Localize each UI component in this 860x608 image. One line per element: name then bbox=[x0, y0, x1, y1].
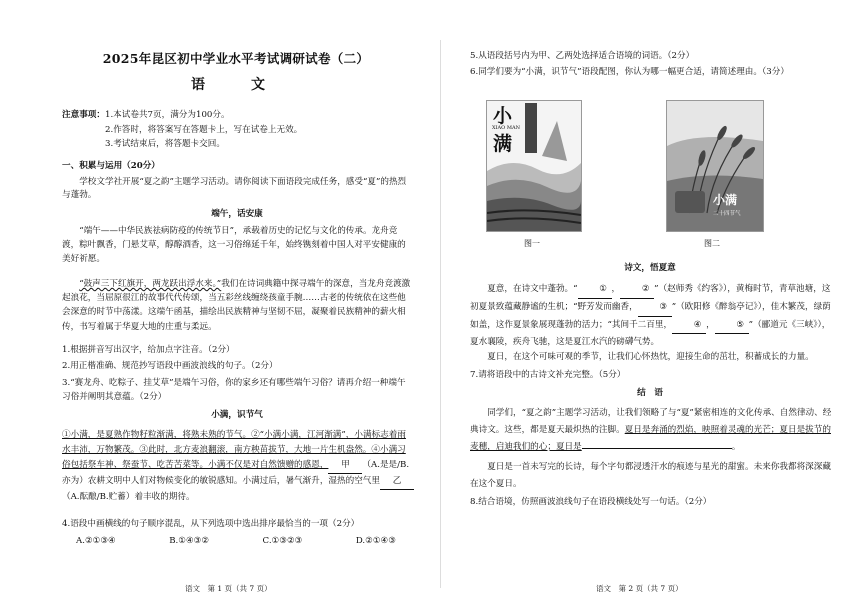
subheading-duanwu: 端午，话安康 bbox=[211, 209, 263, 219]
illustration-1 bbox=[486, 100, 582, 232]
question-8: 8.结合语境，仿照画波浪线句子在语段横线处写一句话。（2分） bbox=[470, 497, 712, 507]
blank-answer bbox=[582, 448, 732, 449]
option-c: C.①③②③ bbox=[262, 536, 303, 546]
blank-5: ⑤ bbox=[715, 317, 749, 335]
paragraph-text: ”（郦道元《三峡》），夏水襄陵，疾舟飞驰，这是夏江水汽的磅礴气势。 bbox=[470, 319, 831, 348]
paragraph-duanwu: “端午——中华民族祛病防疫的传统节日”，承载着历史的记忆与文化的传承。龙舟竞渡，粽叶飘香，门悬艾草，醇醇酒香，这一习俗绵延千年，始终镌刻着中国人对平安健康的美好祈愿。 bbox=[62, 226, 406, 265]
big-char-xiaoman: 小满 bbox=[713, 193, 738, 207]
question-4: 4.语段中画横线的句子顺序混乱，从下列选项中选出排序最恰当的一项（2分） bbox=[62, 519, 360, 529]
paragraph-text: ”（欧阳修《醉翁亭记》），佳木繁茂，绿荫如盖，这作夏景象展现蓬勃的活力；“其间千二百里， bbox=[470, 301, 831, 330]
question-6: 6.同学们要为“小满，识节气”语段配图，你认为哪一幅更合适，请简述理由。（3分） bbox=[470, 67, 789, 77]
pinyin-label: XIAO MAN bbox=[492, 125, 520, 131]
question-7: 7.请将语段中的古诗文补充完整。（5分） bbox=[470, 370, 626, 380]
big-char-xiao: 小 bbox=[493, 105, 513, 127]
paragraph-summer: 夏日，在这个可味可观的季节，让我们心怀热忱，迎接生命的茁壮，积蓄成长的力量。 bbox=[487, 352, 814, 362]
page-footer-left: 语文 第 1 页（共 7 页） bbox=[185, 584, 272, 593]
wavy-sentence: “鼓声三下红旗开，两龙跃出浮水来。” bbox=[79, 279, 222, 289]
subject-title: 语 文 bbox=[191, 77, 281, 93]
question-2: 2.用正楷准确、规范抄写语段中画波浪线的句子。（2分） bbox=[62, 361, 278, 371]
paragraph-text: （赵师秀《约客》），黄梅时节，青草池塘，这初夏景致蕴藏静谧的生机；“野芳发而幽香， bbox=[470, 284, 831, 312]
intro-paragraph: 学校文学社开展“夏之韵”主题学习活动。请你阅读下面语段完成任务，感受“夏”的热烈与蓬勃。 bbox=[62, 177, 407, 201]
underlined-text: 夏日是奔涌的烈焰，映照着灵魂的光芒；夏日是拔节的麦穗，启迪我们的心；夏日是 bbox=[470, 424, 831, 452]
caption-1: 图一 bbox=[524, 239, 540, 248]
notice-item: 3.考试结束后，将答题卡交回。 bbox=[105, 139, 225, 150]
subheading-end: 结 语 bbox=[637, 388, 663, 398]
subheading-poem: 诗文，悟夏意 bbox=[624, 263, 676, 273]
page-footer-right: 语文 第 2 页（共 7 页） bbox=[596, 584, 683, 593]
section-heading: 一、积累与运用（20分） bbox=[62, 161, 160, 171]
caption-2: 图二 bbox=[704, 239, 720, 248]
question-3: 3.“赛龙舟、吃粽子、挂艾草”是端午习俗，你的家乡还有哪些端午习俗？请再介绍一种端午习俗并阐明其意蕴。（2分） bbox=[62, 378, 406, 402]
option-d: D.②①④③ bbox=[355, 536, 396, 546]
blank-2: ② bbox=[620, 281, 654, 299]
question-5: 5.从语段括号内为甲、乙两处选择适合语境的词语。（2分） bbox=[470, 51, 695, 61]
option-text: （A.是是/B.亦为） bbox=[62, 460, 410, 487]
paragraph-text: 农耕文明中人们对物候变化的敏锐感知。小满过后，暑气渐升，湿热的空气里 bbox=[87, 476, 380, 487]
blank-1: ① bbox=[578, 281, 612, 299]
notice-label: 注意事项： bbox=[62, 110, 105, 120]
blank-jia: 甲 bbox=[328, 458, 362, 474]
blank-3: ③ bbox=[638, 299, 672, 317]
underlined-sentences: ①小满，是夏熟作物籽粒渐满，将熟未熟的节气。②“小满小满，江河渐满”，小满标志着雨水丰沛，万物繁茂。③此时，北方麦浪翻滚，南方秧苗拔节，大地一片生机盎然。④小满习俗包括祭车神、祭蚕节、吃苦苦菜等。小满不仅是对自然馈赠的感恩， bbox=[62, 430, 406, 471]
paragraph-longpoem: 夏日是一首未写完的长诗，每个字句都浸透汗水的痕迹与星光的甜蜜。未来你我都将深深藏在这个夏日。 bbox=[470, 462, 831, 489]
paragraph-text: 我们在诗词典籍中探寻端午的深意，当龙舟竞渡激起浪花，当屈原很江的故事代代传颂，当五彩丝线缠绕孩童手腕……古老的传统依在这些他会深意的时节中荡漾。这端午函基，描绘出民族精神与坚韧不屈，凝聚着民族精神的薪火相传，书写着属于华夏大地的庄重与柔远。 bbox=[62, 279, 411, 332]
question-1: 1.根据拼音写出汉字，给加点字注音。（2分） bbox=[62, 345, 235, 355]
paragraph-text: 夏意，在诗文中蓬勃。 bbox=[487, 284, 574, 294]
paragraph-xiaoman bbox=[62, 428, 414, 505]
option-b: B.①④③② bbox=[169, 536, 210, 546]
page-divider bbox=[440, 40, 441, 588]
blank-yi: 乙 bbox=[380, 474, 414, 490]
illustration-2 bbox=[666, 100, 764, 232]
notice-item: 2.作答时，将答案写在答题卡上，写在试卷上无效。 bbox=[105, 124, 303, 135]
subheading-xiaoman: 小满，识节气 bbox=[211, 410, 263, 420]
option-a: A.②①③④ bbox=[76, 536, 116, 546]
option-text: （A.酝酿/B.贮蓄）着丰收的期待。 bbox=[62, 492, 195, 503]
blank-4: ④ bbox=[672, 317, 706, 335]
paragraph-poem-blanks: 夏意，在诗文中蓬勃。“ ① ， ② ”（赵师秀《约客》），黄梅时节，青草池塘，这初夏景致蕴藏静谧的生机；“野芳发而幽香， ③ ”（欧阳修《醉翁亭记》），佳木繁茂，绿荫如盖，这作夏景象展现蓬勃的活力；“其间千二百里， ④ ， ⑤ ”（郦道元《三峡》），夏水襄陵，疾舟飞驰，这是夏江水汽的磅礴气势。 bbox=[470, 281, 832, 351]
paragraph-text: 同学们，“夏之韵”主题学习活动，让我们领略了与“夏”紧密相连的文化传承、自然律动、经典诗文。这些，都是夏天最炽热的注脚。 bbox=[470, 408, 832, 435]
paragraph-poem bbox=[62, 277, 412, 334]
exam-title: 2025年昆区初中学业水平考试调研试卷（二） bbox=[102, 51, 370, 66]
paragraph-ending: 同学们，“夏之韵”主题学习活动，让我们领略了与“夏”紧密相连的文化传承、自然律动、经典诗文。这些，都是夏天最炽热的注脚。夏日是奔涌的烈焰，映照着灵魂的光芒；夏日是拔节的麦穗，启迪我们的心；夏日是 。 bbox=[470, 408, 832, 452]
notice-item: 1.本试卷共7页，满分为100分。 bbox=[104, 110, 230, 120]
big-char-man: 满 bbox=[493, 133, 513, 155]
jieqi-label: 二十四节气 bbox=[713, 211, 741, 217]
question-4-options bbox=[76, 536, 396, 547]
notice-block bbox=[62, 110, 412, 154]
